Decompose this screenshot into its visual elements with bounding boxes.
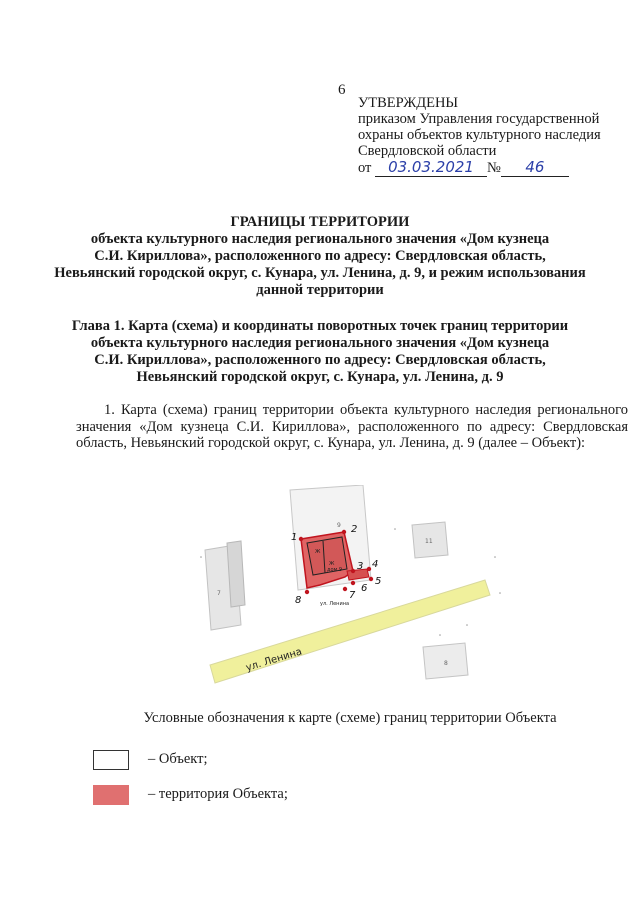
chapter-line: Невьянский городской округ, с. Кунара, ул. Ленина, д. 9: [136, 369, 504, 385]
approval-date-line: [358, 159, 628, 177]
approval-number: 46: [525, 158, 545, 176]
title-line: объекта культурного наследия регионального значения «Дом кузнеца: [90, 231, 550, 247]
lot-label: 8: [444, 660, 448, 667]
lot-label: 7: [217, 590, 221, 597]
approval-line: Свердловской области: [358, 143, 497, 159]
document-title: [54, 214, 586, 299]
title-line: С.И. Кириллова», расположенного по адресу: Свердловская область,: [94, 248, 546, 264]
approval-date: 03.03.2021: [388, 158, 474, 176]
legend-swatch-territory: [93, 785, 129, 805]
paragraph-1: [76, 402, 628, 452]
page-number: 6: [338, 82, 346, 98]
point-4: [367, 567, 371, 571]
building-label: Ж: [315, 549, 321, 555]
number-label: №: [487, 160, 501, 176]
point-label: 5: [375, 576, 382, 587]
point-label: 6: [361, 583, 368, 594]
chapter-line: Глава 1. Карта (схема) и координаты поворотных точек границ территории: [71, 318, 569, 334]
chapter-heading: [60, 318, 580, 386]
point-6: [351, 581, 355, 585]
approval-heading: УТВЕРЖДЕНЫ: [358, 95, 459, 111]
point-label: 8: [295, 595, 302, 606]
chapter-line: С.И. Кириллова», расположенного по адресу: Свердловская область,: [94, 352, 546, 368]
point-label: 7: [349, 590, 356, 601]
point-label: 3: [357, 561, 364, 572]
title-line: ГРАНИЦЫ ТЕРРИТОРИИ: [230, 214, 410, 230]
paragraph-text: 1. Карта (схема) границ территории объекта культурного наследия регионального значения «Дом кузнеца С.И. Кириллова», расположенного по адресу: Свердловская область, Невьянский городской округ, с. Кунара, ул. Ленина, д. 9 (далее – Объект):: [76, 402, 628, 451]
title-line: Невьянский городской округ, с. Кунара, ул. Ленина, д. 9, и режим использования: [54, 265, 586, 281]
building-label: дом 9: [327, 567, 343, 573]
approval-line: приказом Управления государственной: [358, 111, 600, 127]
boundary-map: [195, 485, 635, 695]
legend-title: Условные обозначения к карте (схеме) границ территории Объекта: [143, 710, 557, 726]
building-label: Ж: [329, 561, 335, 567]
point-label: 4: [372, 559, 379, 570]
point-8: [305, 590, 309, 594]
approval-number-field: [501, 159, 569, 177]
point-2: [342, 530, 346, 534]
legend-label-territory: – территория Объекта;: [148, 786, 288, 802]
point-5: [369, 577, 373, 581]
street-small-label: ул. Ленина: [320, 601, 350, 607]
legend-swatch-object: [93, 750, 129, 770]
street-label: ул. Ленина: [244, 646, 304, 674]
title-line: данной территории: [256, 282, 384, 298]
from-label: от: [358, 160, 372, 176]
point-1: [299, 537, 303, 541]
approval-block: [358, 95, 628, 177]
approval-date-field: [375, 159, 487, 177]
lot-label: 9: [337, 522, 341, 529]
point-3: [351, 569, 355, 573]
chapter-line: объекта культурного наследия регионального значения «Дом кузнеца: [90, 335, 550, 351]
lot-label: 11: [425, 538, 433, 545]
legend-label-object: – Объект;: [148, 751, 208, 767]
point-label: 2: [351, 524, 358, 535]
approval-line: охраны объектов культурного наследия: [358, 127, 601, 143]
point-7: [343, 587, 347, 591]
point-label: 1: [291, 532, 298, 543]
